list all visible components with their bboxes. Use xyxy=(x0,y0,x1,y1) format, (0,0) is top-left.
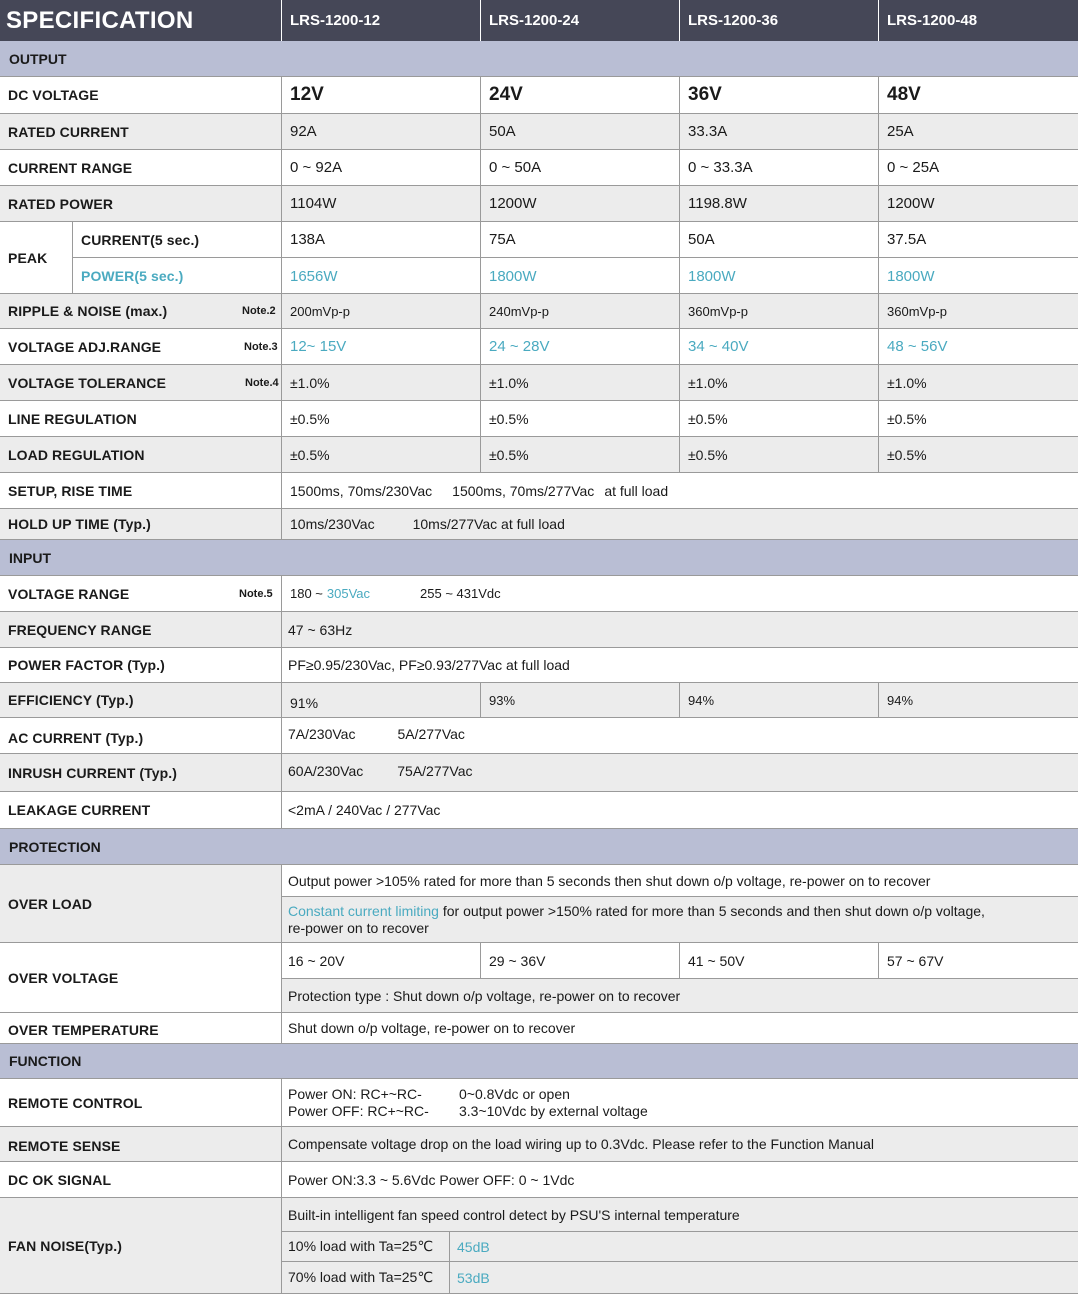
power-factor-value: PF≥0.95/230Vac, PF≥0.93/277Vac at full load xyxy=(281,648,1078,682)
cell-value: 57 ~ 67V xyxy=(878,943,1078,978)
cell-value: 1200W xyxy=(480,186,680,221)
setup-note: at full load xyxy=(604,482,669,499)
fan-desc-subrow xyxy=(281,1198,1078,1232)
table-row xyxy=(0,186,1078,222)
cell-value: ±0.5% xyxy=(480,437,680,472)
ac-current-value xyxy=(281,718,1078,753)
cell-value: 0 ~ 25A xyxy=(878,150,1078,185)
cell-value: 16 ~ 20V xyxy=(281,943,481,978)
vr-ac-prefix: 180 ~ xyxy=(290,586,323,601)
cell-value: 0 ~ 33.3A xyxy=(679,150,879,185)
row-label: FREQUENCY RANGE xyxy=(8,621,152,638)
cell-value: 360mVp-p xyxy=(679,294,879,328)
setup-277: 1500ms, 70ms/277Vac xyxy=(452,482,595,499)
note-label: Note.3 xyxy=(244,340,278,353)
row-label: LOAD REGULATION xyxy=(8,446,145,463)
table-row xyxy=(0,683,1078,718)
table-row xyxy=(0,1162,1078,1198)
fan-10-subrow xyxy=(281,1232,1078,1262)
row-label: FAN NOISE(Typ.) xyxy=(8,1237,123,1254)
rc-off-value: 3.3~10Vdc by external voltage xyxy=(459,1102,648,1119)
holdup-277: 10ms/277Vac at full load xyxy=(412,516,565,532)
table-row xyxy=(0,437,1078,473)
row-label: OVER VOLTAGE xyxy=(8,969,119,986)
cell-value: 1200W xyxy=(878,186,1078,221)
row-label: INRUSH CURRENT (Typ.) xyxy=(8,764,178,781)
table-row xyxy=(0,576,1078,612)
row-label: CURRENT RANGE xyxy=(8,159,133,176)
table-row xyxy=(0,792,1078,829)
peak-current-subrow xyxy=(72,222,1078,258)
fan-70-subrow xyxy=(281,1262,1078,1293)
cell-value: 93% xyxy=(480,683,680,717)
rc-on-line xyxy=(288,1086,570,1103)
vr-dc: 255 ~ 431Vdc xyxy=(420,586,501,601)
cell-value: 91% xyxy=(281,683,481,717)
leakage-value: <2mA / 240Vac / 277Vac xyxy=(281,792,1078,828)
row-label: VOLTAGE RANGE xyxy=(8,585,130,602)
rc-off-line xyxy=(288,1103,648,1120)
cell-value: ±1.0% xyxy=(480,365,680,400)
frequency-value: 47 ~ 63Hz xyxy=(281,612,1078,647)
section-title: OUTPUT xyxy=(9,50,67,67)
row-label: AC CURRENT (Typ.) xyxy=(8,729,144,746)
row-label: RATED CURRENT xyxy=(8,123,129,140)
ov-type-text: Protection type : Shut down o/p voltage, re-power on to recover xyxy=(288,987,681,1004)
over-load-cont: re-power on to recover xyxy=(288,919,429,936)
inrush-230: 60A/230Vac xyxy=(288,762,364,779)
section-function xyxy=(0,1044,1078,1079)
cell-value: ±1.0% xyxy=(878,365,1078,400)
rc-off-label: Power OFF: RC+~RC- xyxy=(288,1102,429,1119)
fan-70-label: 70% load with Ta=25℃ xyxy=(288,1269,434,1285)
section-protection xyxy=(0,829,1078,865)
row-label: HOLD UP TIME (Typ.) xyxy=(8,516,151,532)
peak-row xyxy=(0,222,1078,294)
cell-value: ±0.5% xyxy=(878,401,1078,436)
ac-current-230: 7A/230Vac xyxy=(288,725,356,742)
fan-noise-row xyxy=(0,1198,1078,1294)
cell-value: ±0.5% xyxy=(281,437,481,472)
cell-value: 0 ~ 50A xyxy=(480,150,680,185)
cell-value: 200mVp-p xyxy=(281,294,481,328)
table-row xyxy=(0,612,1078,648)
table-row xyxy=(0,473,1078,509)
table-row xyxy=(0,365,1078,401)
row-label: REMOTE CONTROL xyxy=(8,1094,143,1111)
note-label: Note.4 xyxy=(245,376,279,389)
table-row xyxy=(0,114,1078,150)
table-row xyxy=(0,77,1078,114)
ov-values-subrow xyxy=(281,943,1078,979)
cell-value: 94% xyxy=(679,683,879,717)
cell-value: 24 ~ 28V xyxy=(480,329,680,364)
dc-voltage-value: 48V xyxy=(878,77,1078,113)
note-label: Note.2 xyxy=(242,305,276,317)
over-load-rest: for output power >150% rated for more than 5 seconds and then shut down o/p voltage, xyxy=(438,902,985,919)
rc-on-value: 0~0.8Vdc or open xyxy=(459,1085,570,1102)
row-label: LEAKAGE CURRENT xyxy=(8,802,151,818)
ac-current-277: 5A/277Vac xyxy=(397,725,465,742)
note-label: Note.5 xyxy=(239,587,273,600)
row-label: RIPPLE & NOISE (max.) xyxy=(8,303,168,319)
table-row xyxy=(0,294,1078,329)
table-row xyxy=(0,754,1078,792)
table-row xyxy=(0,1013,1078,1044)
over-voltage-row xyxy=(0,943,1078,1013)
table-row xyxy=(0,509,1078,540)
remote-control-value xyxy=(281,1079,1078,1126)
row-label: VOLTAGE TOLERANCE xyxy=(8,374,167,391)
peak-power-label: POWER(5 sec.) xyxy=(72,258,282,294)
rc-on-label: Power ON: RC+~RC- xyxy=(288,1085,422,1102)
cell-value: 1800W xyxy=(679,258,879,294)
cell-value: 41 ~ 50V xyxy=(679,943,879,978)
cell-value: 25A xyxy=(878,114,1078,149)
inrush-277: 75A/277Vac xyxy=(397,762,473,779)
setup-value xyxy=(281,473,1078,508)
cell-value: 75A xyxy=(480,222,680,257)
dc-ok-value: Power ON:3.3 ~ 5.6Vdc Power OFF: 0 ~ 1Vdc xyxy=(281,1162,1078,1197)
section-input xyxy=(0,540,1078,576)
ccl-text: Constant current limiting xyxy=(288,902,439,919)
remote-sense-value: Compensate voltage drop on the load wiring up to 0.3Vdc. Please refer to the Function Manual xyxy=(281,1127,1078,1161)
cell-value: 1198.8W xyxy=(679,186,879,221)
row-label: PEAK xyxy=(8,249,48,266)
row-label: RATED POWER xyxy=(8,195,114,212)
cell-value: ±1.0% xyxy=(679,365,879,400)
cell-value: 1800W xyxy=(878,258,1078,294)
cell-value: 50A xyxy=(679,222,879,257)
cell-value: ±1.0% xyxy=(281,365,481,400)
row-label: POWER FACTOR (Typ.) xyxy=(8,657,165,673)
table-row xyxy=(0,1127,1078,1162)
voltage-range-value xyxy=(281,576,1078,611)
row-label: OVER LOAD xyxy=(8,895,93,912)
section-title: FUNCTION xyxy=(9,1053,82,1069)
fan-10-value: 45dB xyxy=(449,1232,1079,1261)
model-header: LRS-1200-36 xyxy=(679,0,879,41)
row-label: REMOTE SENSE xyxy=(8,1138,121,1154)
cell-value: 138A xyxy=(281,222,481,257)
spec-title: SPECIFICATION xyxy=(6,6,194,34)
cell-value: 12~ 15V xyxy=(281,329,481,364)
dc-voltage-value: 12V xyxy=(281,77,481,113)
table-row xyxy=(0,401,1078,437)
row-label: EFFICIENCY (Typ.) xyxy=(8,692,134,708)
row-label: SETUP, RISE TIME xyxy=(8,482,133,499)
holdup-value xyxy=(281,509,1078,539)
cell-value: 37.5A xyxy=(878,222,1078,257)
row-label: DC OK SIGNAL xyxy=(8,1171,112,1188)
holdup-230: 10ms/230Vac xyxy=(290,516,375,532)
dc-voltage-value: 36V xyxy=(679,77,879,113)
row-label: VOLTAGE ADJ.RANGE xyxy=(8,338,162,355)
cell-value: 34 ~ 40V xyxy=(679,329,879,364)
row-label: LINE REGULATION xyxy=(8,410,137,427)
cell-value: 1104W xyxy=(281,186,481,221)
cell-value: 1800W xyxy=(480,258,680,294)
cell-value: ±0.5% xyxy=(679,401,879,436)
table-header xyxy=(0,0,1078,41)
row-label: OVER TEMPERATURE xyxy=(8,1022,159,1038)
cell-value: 33.3A xyxy=(679,114,879,149)
section-title: PROTECTION xyxy=(9,838,101,855)
setup-230: 1500ms, 70ms/230Vac xyxy=(290,482,433,499)
table-row xyxy=(0,1079,1078,1127)
cell-value: 50A xyxy=(480,114,680,149)
cell-value: 94% xyxy=(878,683,1078,717)
dc-voltage-value: 24V xyxy=(480,77,680,113)
peak-power-subrow xyxy=(72,258,1078,294)
cell-value: 48 ~ 56V xyxy=(878,329,1078,364)
cell-value: 240mVp-p xyxy=(480,294,680,328)
fan-desc-text: Built-in intelligent fan speed control detect by PSU'S internal temperature xyxy=(288,1206,740,1223)
table-row xyxy=(0,150,1078,186)
vr-ac-max: 305Vac xyxy=(326,586,371,601)
model-header: LRS-1200-48 xyxy=(878,0,1078,41)
section-title: INPUT xyxy=(9,549,51,566)
cell-value: 0 ~ 92A xyxy=(281,150,481,185)
over-load-text2-line xyxy=(288,903,985,920)
fan-10-label: 10% load with Ta=25℃ xyxy=(288,1238,434,1254)
table-row xyxy=(0,718,1078,754)
model-header: LRS-1200-12 xyxy=(281,0,481,41)
section-output xyxy=(0,41,1078,77)
cell-value: ±0.5% xyxy=(281,401,481,436)
cell-value: ±0.5% xyxy=(480,401,680,436)
table-row xyxy=(0,329,1078,365)
model-header: LRS-1200-24 xyxy=(480,0,680,41)
peak-current-label: CURRENT(5 sec.) xyxy=(72,222,282,257)
over-load-line2 xyxy=(281,897,1078,942)
cell-value: ±0.5% xyxy=(679,437,879,472)
over-load-line1 xyxy=(281,865,1078,897)
over-load-text1: Output power >105% rated for more than 5 seconds then shut down o/p voltage, re-power on to recover xyxy=(288,872,931,889)
cell-value: 29 ~ 36V xyxy=(480,943,680,978)
over-load-row xyxy=(0,865,1078,943)
cell-value: 92A xyxy=(281,114,481,149)
fan-70-value: 53dB xyxy=(449,1262,1079,1293)
table-row xyxy=(0,648,1078,683)
cell-value: ±0.5% xyxy=(878,437,1078,472)
cell-value: 360mVp-p xyxy=(878,294,1078,328)
cell-value: 1656W xyxy=(281,258,481,294)
ov-type-subrow xyxy=(281,979,1078,1012)
over-load-text2 xyxy=(282,897,1079,942)
row-label: DC VOLTAGE xyxy=(8,87,99,103)
over-temp-value: Shut down o/p voltage, re-power on to recover xyxy=(281,1013,1078,1043)
inrush-value xyxy=(281,754,1078,791)
